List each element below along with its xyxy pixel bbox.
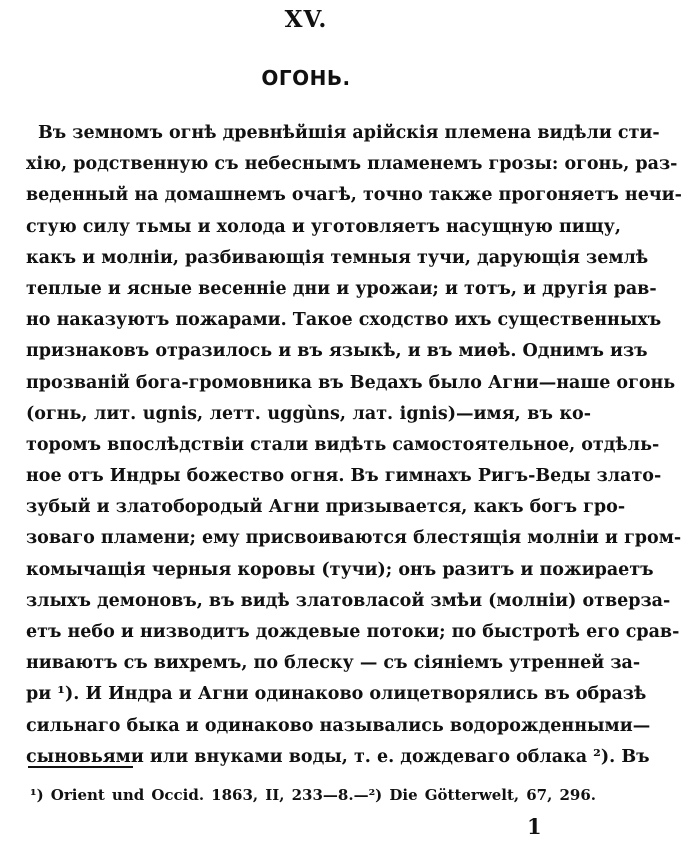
footnote: ¹) Orient und Occid. 1863, II, 233—8.—²) Die Götterwelt, 67, 296. [30,786,596,804]
text-line: комычащія черныя коровы (тучи); онъ разитъ и пожираетъ [26,559,654,580]
text-line: (огнь, лит. ugnis, летт. uggùns, лат. ignis)—имя, въ ко- [26,403,591,424]
text-line: торомъ впослѣдствіи стали видѣть самостоятельное, отдѣль- [26,434,660,455]
text-line: признаковъ отразилось и въ языкѣ, и въ миѳѣ. Однимъ изъ [26,341,648,362]
text-line: злыхъ демоновъ, въ видѣ златовласой змѣи (молніи) отверза- [26,590,671,611]
text-line: веденный на домашнемъ очагѣ, точно также прогоняетъ нечи- [26,185,682,206]
text-line: ниваютъ съ вихремъ, по блеску — съ сіяніемъ утренней за- [26,653,641,674]
text-line: сильнаго быка и одинаково назывались водорожденными— [26,715,651,736]
body-text [26,118,682,773]
chapter-title: ОГОНЬ. [261,66,351,90]
text-line: ное отъ Индры божество огня. Въ гимнахъ Ригъ-Веды злато- [26,466,662,487]
text-line: ри ¹). И Индра и Агни одинаково олицетворялись въ образѣ [26,684,647,705]
text-line: хію, родственную съ небеснымъ пламенемъ грозы: огонь, раз- [26,154,678,175]
text-line: зубый и златобородый Агни призывается, какъ богъ гро- [26,497,626,518]
text-line: теплые и ясные весенніе дни и урожаи; и тотъ, и другія рав- [26,278,657,299]
text-line: сыновьями или внуками воды, т. е. дождеваго облака ²). Въ [26,746,650,767]
text-line: етъ небо и низводитъ дождевые потоки; по быстротѣ его срав- [26,622,680,642]
footnote-divider [28,766,133,768]
text-line: зоваго пламени; ему присвоиваются блестящія молніи и гром- [26,528,682,549]
text-line: но наказуютъ пожарами. Такое сходство ихъ существенныхъ [26,310,662,331]
text-line: прозваній бога-громовника въ Ведахъ было Агни—наше огонь [26,372,676,393]
text-line: Въ земномъ огнѣ древнѣйшія арійскія племена видѣли сти- [38,123,660,143]
text-line: какъ и молніи, разбивающія темныя тучи, дарующія землѣ [26,247,649,268]
page-number: 1 [527,814,542,839]
chapter-number: XV. [284,6,328,33]
text-line: стую силу тьмы и холода и уготовляетъ насущную пищу, [26,216,621,237]
